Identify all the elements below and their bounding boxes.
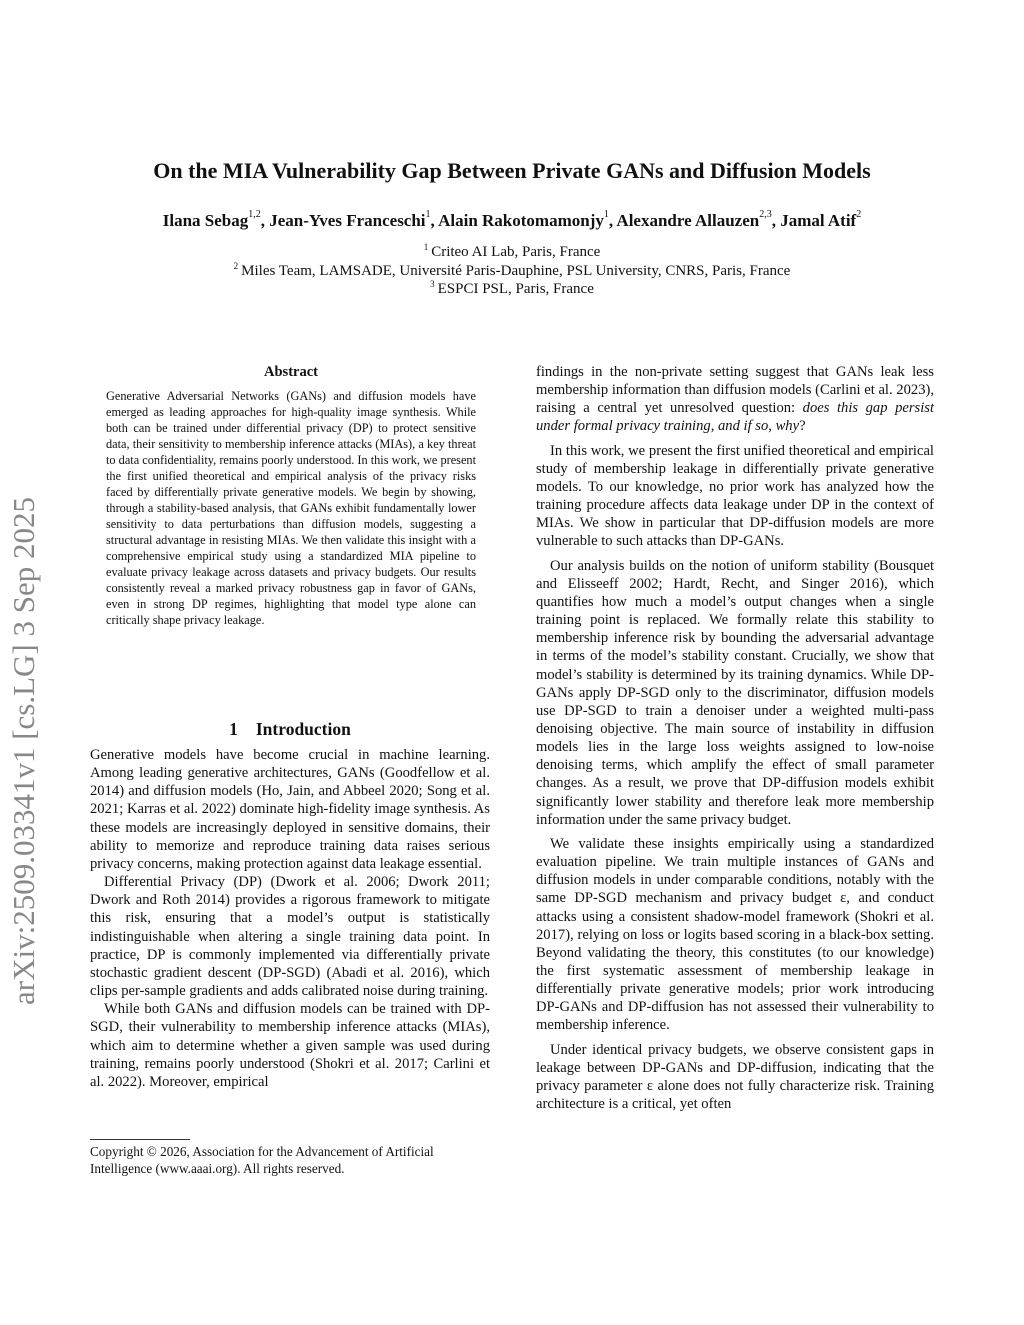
affiliation-mark: 3 xyxy=(430,279,435,289)
paragraph: Generative models have become crucial in machine learning. Among leading generative architectures, GANs (Goodfellow et al. 2014) and diffusion models (Ho, Jain, and Abbeel 2020; Song et al. 2021; Karras et al. 2022) dominate high-fidelity image synthesis. As these models are increasingly deployed in sensitive domains, their ability to memorize and reproduce training data raises serious privacy concerns, making protection against data leakage essential. xyxy=(90,747,490,872)
affiliation-text: Miles Team, LAMSADE, Université Paris-Dauphine, PSL University, CNRS, Paris, France xyxy=(241,263,791,279)
author-name: Jamal Atif xyxy=(780,211,857,230)
left-column-body xyxy=(90,746,490,1091)
author-affiliation-mark: 1 xyxy=(603,209,609,221)
paragraph: We validate these insights empirically using a standardized evaluation pipeline. We train multiple instances of GANs and diffusion models in under comparable conditions, notably with the same DP-SGD mechanism and privacy budget ε, and conduct attacks using a consistent shadow-model framework (Shokri et al. 2017), relying on loss or logits based scoring in a black-box setting. Beyond validating the theory, this constitutes (to our knowledge) the first systematic assessment of membership leakage in differentially private generative models; prior work introducing DP-GANs and DP-diffusion has not assessed their vulnerability to membership inference. xyxy=(536,835,934,1034)
affiliation-mark: 1 xyxy=(423,242,429,252)
affiliation xyxy=(0,261,1024,280)
author-name: Alain Rakotomamonjy xyxy=(438,211,604,230)
section-number: 1 xyxy=(229,719,238,739)
affiliation xyxy=(0,279,1024,298)
paragraph-text: findings in the non-private setting suggest that GANs leak less membership information than diffusion models (Carlini et al. 2023), raising a central yet unresolved question: xyxy=(536,364,934,417)
affiliation-mark: 2 xyxy=(233,261,239,271)
abstract-text: Generative Adversarial Networks (GANs) and diffusion models have emerged as leading approaches for high-quality image synthesis. While both can be trained under differential privacy (DP) to protect sensitive data, their sensitivity to membership inference attacks (MIAs), a key threat to data confidentiality, remains poorly understood. In this work, we present the first unified theoretical and empirical analysis of the privacy risks faced by differentially private generative models. We begin by showing, through a stability-based analysis, that GANs exhibit fundamentally lower sensitivity to data perturbations than diffusion models, suggesting a structural advantage in resisting MIAs. We then validate this insight with a comprehensive empirical study using a standardized MIA pipeline to evaluate privacy leakage across datasets and privacy budgets. Our results consistently reveal a marked privacy robustness gap in favor of GANs, even in strong DP regimes, highlighting that model type alone can critically shape privacy leakage. xyxy=(106,389,476,627)
footnote-rule xyxy=(90,1139,190,1140)
abstract-heading: Abstract xyxy=(264,364,318,380)
paragraph: In this work, we present the first unified theoretical and empirical study of membership leakage in differentially private generative models. To our knowledge, no prior work has analyzed how the training procedure affects data leakage under DP in the context of MIAs. We show in particular that DP-diffusion models are more vulnerable to such attacks than DP-GANs. xyxy=(536,442,934,550)
research-question: does this gap persist under formal privacy training, and if so, why xyxy=(536,400,934,435)
author-affiliation-mark: 1 xyxy=(425,209,431,221)
author-list: Ilana Sebag$^{1,2}$, Jean-Yves Franceschi$^1$, Alain Rakotomamonjy$^1$, Alexandre Allauzen$^{2,3}$, Jamal Atif$^2$ xyxy=(162,209,862,230)
arxiv-identifier: arXiv:2509.03341v1 [cs.LG] 3 Sep 2025 xyxy=(6,497,41,1005)
author-name: Alexandre Allauzen xyxy=(616,211,760,230)
section-title: Introduction xyxy=(255,719,351,739)
paragraph: Under identical privacy budgets, we observe consistent gaps in leakage between DP-GANs and DP-diffusion, indicating that the privacy parameter ε alone does not fully characterize risk. Training architecture is a critical, yet often xyxy=(536,1041,934,1113)
author-name: Jean-Yves Franceschi xyxy=(269,211,426,230)
copyright-footnote: Copyright © 2026, Association for the Advancement of Artificial Intelligence (www.aaai.org). All rights reserved. xyxy=(90,1144,434,1176)
paper-title: On the MIA Vulnerability Gap Between Private GANs and Diffusion Models xyxy=(153,158,871,183)
affiliation-text: ESPCI PSL, Paris, France xyxy=(437,281,594,297)
affiliation xyxy=(0,242,1024,261)
author-affiliation-mark: 2,3 xyxy=(759,209,772,221)
author-name: Ilana Sebag xyxy=(162,211,249,230)
affiliation-text: Criteo AI Lab, Paris, France xyxy=(431,244,601,260)
author-affiliation-mark: 1,2 xyxy=(248,209,261,221)
paragraph-text: ? xyxy=(799,418,806,435)
paragraph: Our analysis builds on the notion of uniform stability (Bousquet and Elisseeff 2002; Hardt, Recht, and Singer 2016), which quantifies how much a model’s output changes when a single training point is replaced. We formally relate this stability to membership inference risk by bounding the adversarial advantage in terms of the model’s stability constant. Crucially, we show that model’s stability is determined by its training dynamics. While DP-GANs apply DP-SGD only to the discriminator, diffusion models use DP-SGD to train a denoiser under a weighted multi-pass denoising objective. The main source of instability in diffusion models lies in the large loss weights assigned to low-noise denoising terms, which amplify the effect of small parameter changes. As a result, we prove that DP-diffusion models exhibit significantly lower stability and therefore leak more membership information under the same privacy budget. xyxy=(536,557,934,828)
author-affiliation-mark: 2 xyxy=(856,209,862,221)
paragraph xyxy=(536,363,934,436)
paragraph: Differential Privacy (DP) (Dwork et al. 2006; Dwork 2011; Dwork and Roth 2014) provides a rigorous framework to mitigate this risk, ensuring that a model’s output is statistically indistinguishable when altering a single training data point. In practice, DP is commonly implemented via differentially private stochastic gradient descent (DP-SGD) (Abadi et al. 2016), which clips per-sample gradients and adds calibrated noise during training. xyxy=(90,874,490,1000)
section-heading-introduction xyxy=(90,719,490,740)
right-column-body xyxy=(536,363,934,1113)
paragraph: While both GANs and diffusion models can be trained with DP-SGD, their vulnerability to membership inference attacks (MIAs), which aim to determine whether a given sample was used during training, remains poorly understood (Shokri et al. 2017; Carlini et al. 2022). Moreover, empirical xyxy=(90,1001,490,1090)
